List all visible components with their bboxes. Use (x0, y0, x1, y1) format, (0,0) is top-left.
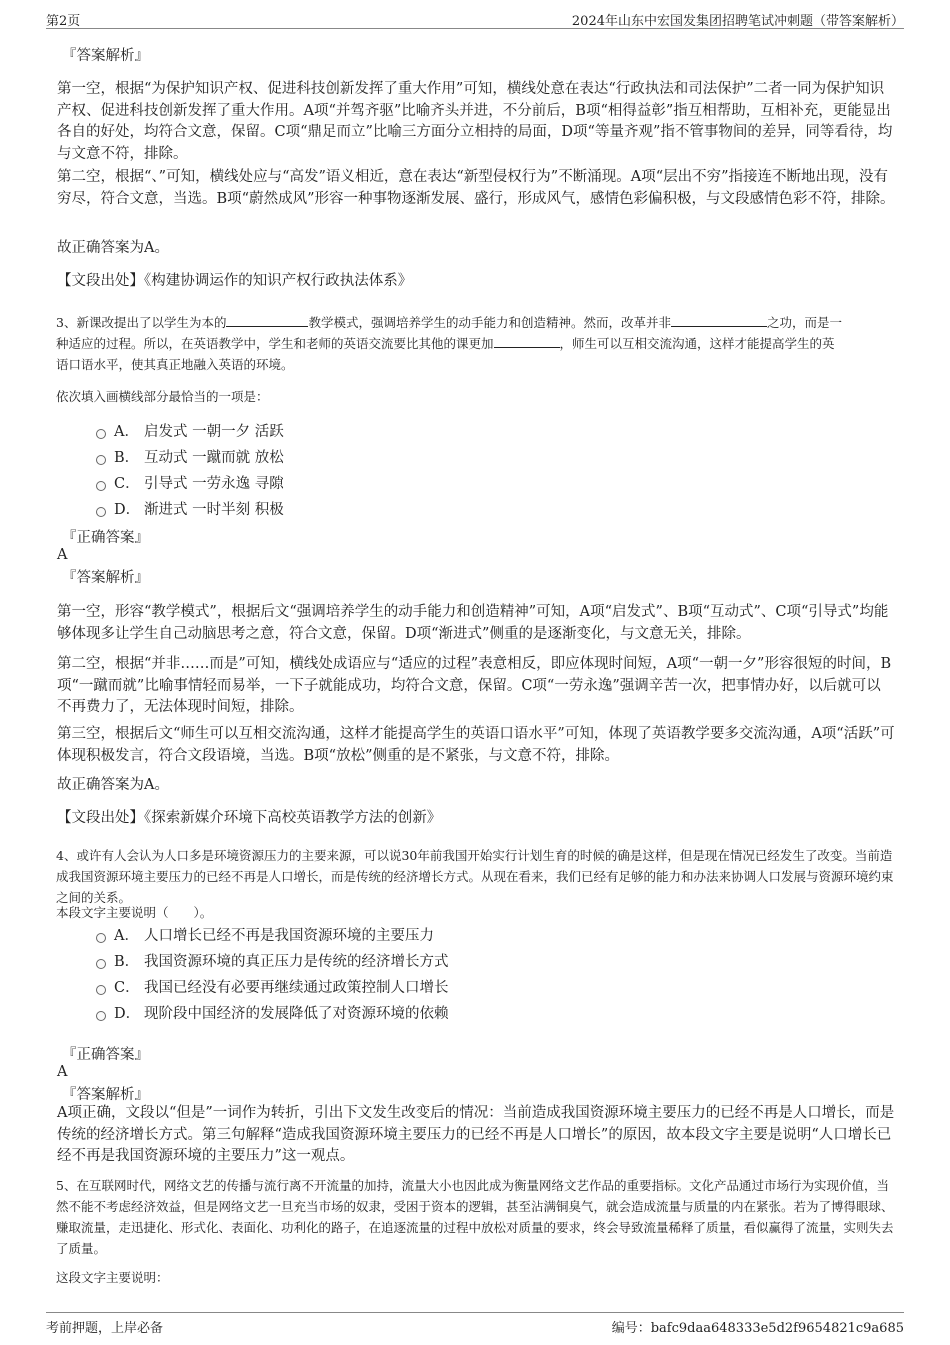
q3-correct-label: 『正确答案』 (62, 530, 149, 546)
q4-correct-label: 『正确答案』 (62, 1047, 149, 1063)
q3-conclusion: 故正确答案为A。 (57, 777, 169, 793)
q2-source: 【文段出处】《构建协调运作的知识产权行政执法体系》 (57, 273, 413, 289)
radio-icon[interactable] (96, 1011, 106, 1021)
q3-analysis-label: 『答案解析』 (62, 570, 149, 586)
option-text: 启发式 一朝一夕 活跃 (144, 424, 284, 440)
q4-option-c[interactable] (96, 977, 449, 999)
radio-icon[interactable] (96, 933, 106, 943)
option-key: D． (114, 502, 141, 518)
radio-icon[interactable] (96, 481, 106, 491)
option-text: 人口增长已经不再是我国资源环境的主要压力 (144, 928, 434, 944)
blank-3 (494, 333, 560, 348)
q2-conclusion: 故正确答案为A。 (57, 240, 169, 256)
q2-analysis-p1: 第一空，根据“为保护知识产权、促进科技创新发挥了重大作用”可知，横线处意在表达“行政执法和司法保护”二者一同为保护知识产权、促进科技创新发挥了重大作用。A项“并驾齐驱”比喻齐头并进，不分前后，B项“相得益彰”指互相帮助，互相补充，更能显出各自的好处，均符合文意，保留。C项“鼎足而立”比喻三方面分立相持的局面，D项“等量齐观”指不管事物间的差异，同等看待，均与文意不符，排除。 (57, 81, 893, 162)
page-number: 第2页 (46, 14, 81, 29)
page-header (46, 6, 904, 29)
q3-stem-part: 语口语水平，使其真正地融入英语的环境。 (56, 357, 294, 372)
document-id: 编号：bafc9daa648333e5d2f9654821c9a685 (611, 1321, 904, 1336)
radio-icon[interactable] (96, 429, 106, 439)
q5-stem: 5、在互联网时代，网络文艺的传播与流行离不开流量的加持，流量大小也因此成为衡量网络文艺作品的重要指标。文化产品通过市场行为实现价值，当然不能不考虑经济效益，但是网络文艺一旦充当市场的奴隶，受困于资本的逻辑，甚至沾满铜臭气，就会造成流量与质量的内在紧张。若为了博得眼球、赚取流量，走迅捷化、形式化、表面化、功利化的路子，在追逐流量的过程中放松对质量的要求，终会导致流量稀释了质量，看似赢得了流量，实则失去了质量。 (56, 1178, 894, 1256)
q4-prompt: 本段文字主要说明（ ）。 (56, 905, 213, 920)
q3-stem-part: 之功，而是一 (766, 315, 842, 330)
q3-stem-part: ，师生可以互相交流沟通，这样才能提高学生的英 (559, 336, 835, 351)
q2-analysis-p2: 第二空，根据“、”可知，横线处应与“高发”语义相近，意在表达“新型侵权行为”不断涌现。A项“层出不穷”指接连不断地出现，没有穷尽，符合文意，当选。B项“蔚然成风”形容一种事物逐渐发展、盛行，形成风气，感情色彩偏积极，与文段感情色彩不符，排除。 (57, 169, 895, 207)
q3-stem-part: 种适应的过程。所以，在英语教学中，学生和老师的英语交流要比其他的课更加 (56, 336, 494, 351)
q4-correct-answer: A (57, 1064, 68, 1080)
radio-icon[interactable] (96, 959, 106, 969)
q4-option-b[interactable] (96, 951, 449, 973)
page-footer (46, 1312, 904, 1339)
option-text: 我国资源环境的真正压力是传统的经济增长方式 (144, 954, 449, 970)
q5-prompt: 这段文字主要说明： (56, 1270, 169, 1285)
q3-analysis-p3: 第三空，根据后文“师生可以互相交流沟通，这样才能提高学生的英语口语水平”可知，体现了英语教学要多交流沟通，A项“活跃”可体现积极发言，符合文段语境，当选。B项“放松”侧重的是不紧张，与文意不符，排除。 (57, 726, 895, 764)
q4-option-d[interactable] (96, 1003, 449, 1025)
radio-icon[interactable] (96, 507, 106, 517)
option-key: C． (114, 980, 140, 996)
q3-analysis-p1: 第一空，形容“教学模式”，根据后文“强调培养学生的动手能力和创造精神”可知，A项“启发式”、B项“互动式”、C项“引导式”均能够体现多让学生自己动脑思考之意，符合文意，保留。D项“渐进式”侧重的是逐渐变化，与文意无关，排除。 (57, 604, 889, 642)
option-text: 现阶段中国经济的发展降低了对资源环境的依赖 (144, 1006, 449, 1022)
blank-1 (226, 312, 308, 327)
document-title: 2024年山东中宏国发集团招聘笔试冲刺题（带答案解析） (571, 14, 904, 29)
radio-icon[interactable] (96, 985, 106, 995)
option-key: D． (114, 1006, 141, 1022)
q3-analysis-p2: 第二空，根据“并非……而是”可知，横线处成语应与“适应的过程”表意相反，即应体现时间短，A项“一朝一夕”形容很短的时间，B项“一蹴而就”比喻事情轻而易举，一下子就能成功，均符合文意，保留。C项“一劳永逸”强调辛苦一次，把事情办好，以后就可以不再费力了，无法体现时间短，排除。 (57, 656, 892, 715)
q3-correct-answer: A (57, 547, 68, 563)
q4-option-a[interactable] (96, 925, 434, 947)
option-key: A． (114, 424, 139, 440)
q3-stem (56, 312, 894, 375)
q3-option-d[interactable] (96, 499, 284, 521)
q4-analysis-label: 『答案解析』 (62, 1087, 149, 1103)
option-text: 渐进式 一时半刻 积极 (144, 502, 284, 518)
q4-stem: 4、或许有人会认为人口多是环境资源压力的主要来源，可以说30年前我国开始实行计划生育的时候的确是这样，但是现在情况已经发生了改变。当前造成我国资源环境主要压力的已经不再是人口增长，而是传统的经济增长方式。从现在看来，我们已经有足够的能力和办法来协调人口发展与资源环境约束之间的关系。 (56, 848, 894, 905)
q3-prompt: 依次填入画横线部分最恰当的一项是： (56, 389, 269, 404)
option-text: 互动式 一蹴而就 放松 (144, 450, 284, 466)
q3-stem-part: 3、新课改提出了以学生为本的 (56, 315, 227, 330)
q2-analysis-label: 『答案解析』 (62, 48, 149, 64)
option-key: B． (114, 450, 140, 466)
option-key: A． (114, 928, 139, 944)
q3-source: 【文段出处】《探索新媒介环境下高校英语教学方法的创新》 (57, 810, 442, 826)
q3-option-b[interactable] (96, 447, 284, 469)
blank-2 (671, 312, 767, 327)
option-text: 我国已经没有必要再继续通过政策控制人口增长 (144, 980, 449, 996)
option-key: B． (114, 954, 140, 970)
option-text: 引导式 一劳永逸 寻隙 (144, 476, 284, 492)
q3-stem-part: 教学模式，强调培养学生的动手能力和创造精神。然而，改革并非 (308, 315, 671, 330)
option-key: C． (114, 476, 140, 492)
q3-option-c[interactable] (96, 473, 284, 495)
q3-option-a[interactable] (96, 421, 284, 443)
footer-slogan: 考前押题，上岸必备 (46, 1321, 164, 1336)
q4-analysis: A项正确，文段以“但是”一词作为转折，引出下文发生改变后的情况：当前造成我国资源环境主要压力的已经不再是人口增长，而是传统的经济增长方式。第三句解释“造成我国资源环境主要压力的已经不再是人口增长”的原因，故本段文字主要是说明“人口增长已经不再是我国资源环境的主要压力”这一观点。 (57, 1105, 895, 1164)
radio-icon[interactable] (96, 455, 106, 465)
